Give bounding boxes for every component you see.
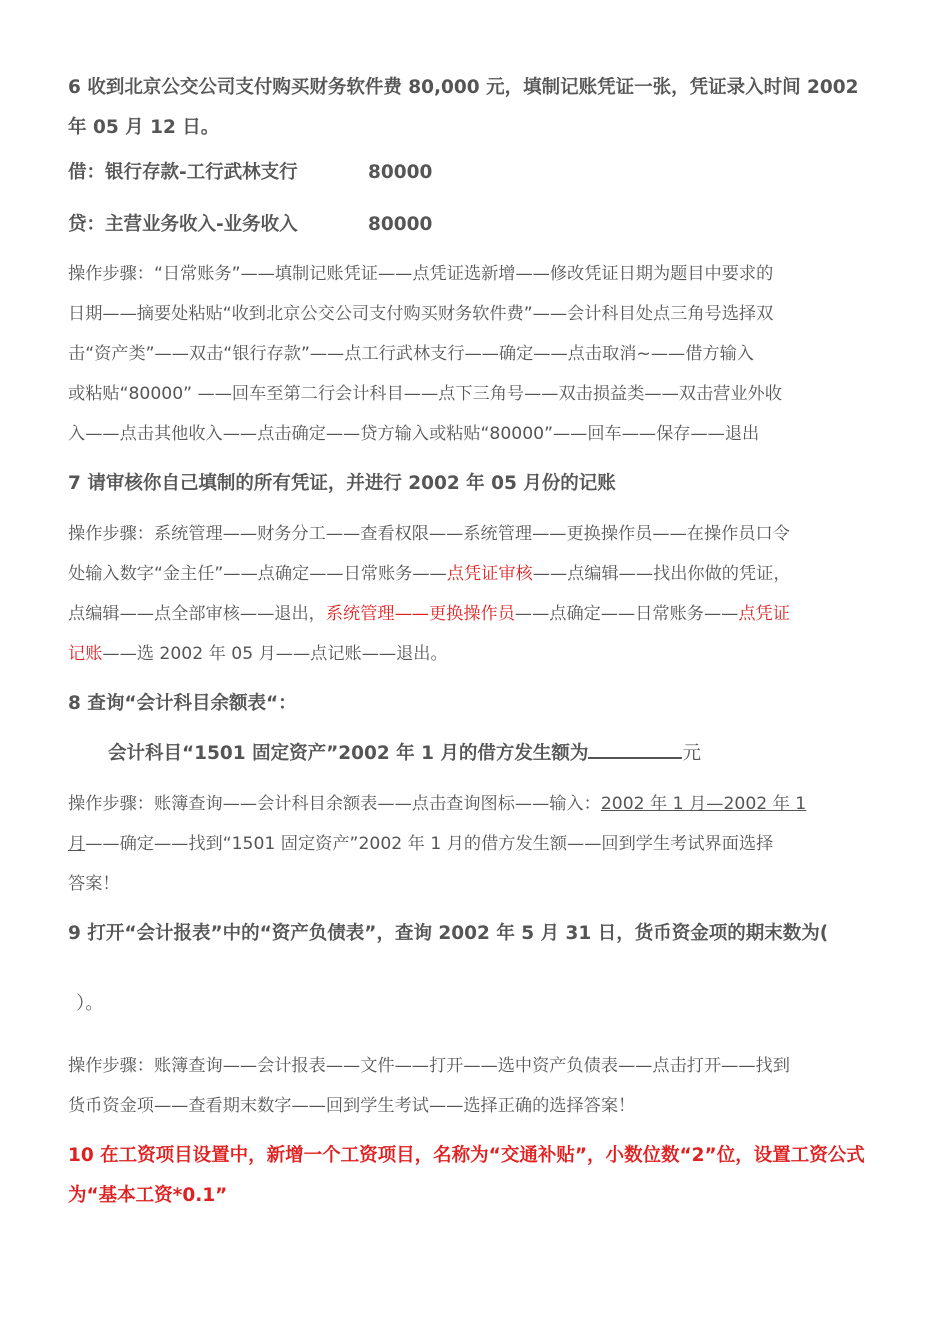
question-7-steps-line	[68, 554, 888, 594]
prompt-text: 会计科目“1501 固定资产”2002 年 1 月的借方发生额为	[108, 743, 589, 764]
highlight-voucher-posting: 点凭证	[738, 604, 790, 624]
question-8-prompt	[68, 734, 888, 774]
steps-text: 点编辑——点全部审核——退出，	[68, 604, 326, 624]
highlight-voucher-review: 点凭证审核	[446, 564, 533, 584]
title-end-text: ）。	[76, 993, 104, 1014]
question-9-title: 9 打开“会计报表”中的“资产负债表”，查询 2002 年 5 月 31 日，货币资金项的期末数为(	[68, 923, 829, 944]
question-6-steps-line: 击“资产类”——双击“银行存款”——点工行武林支行——确定——点击取消~——借方输入	[68, 344, 754, 364]
credit-account: 贷：主营业务收入-业务收入	[68, 214, 298, 235]
question-8-steps-line	[68, 784, 888, 824]
steps-text: 操作步骤：账簿查询——会计科目余额表——点击查询图标——输入：	[68, 794, 601, 814]
question-8-steps-line	[68, 824, 888, 864]
question-8-title: 8 查询“会计科目余额表“：	[68, 693, 297, 714]
question-6-steps-line: 日期——摘要处粘贴“收到北京公交公司支付购买财务软件费”——会计科目处点三角号选择双	[68, 304, 774, 324]
question-6-title-line-2: 年 05 月 12 日。	[68, 117, 220, 138]
question-7-steps-line: 操作步骤：系统管理——财务分工——查看权限——系统管理——更换操作员——在操作员口令	[68, 524, 790, 544]
question-9-steps-line: 货币资金项——查看期末数字——回到学生考试——选择正确的选择答案！	[68, 1096, 636, 1116]
highlight-change-operator: 系统管理——更换操作员	[325, 604, 515, 624]
credit-amount: 80000	[368, 214, 433, 235]
steps-text: ——选 2002 年 05 月——点记账——退出。	[102, 644, 448, 664]
question-7-steps-line	[68, 594, 888, 634]
highlight-posting: 记账	[68, 644, 103, 664]
question-7	[68, 464, 888, 674]
question-6	[68, 68, 888, 454]
steps-text: ——确定——找到“1501 固定资产”2002 年 1 月的借方发生额——回到学生考试界面选择	[85, 834, 774, 854]
question-8-steps-line: 答案！	[68, 874, 120, 894]
question-6-steps-line: 操作步骤：“日常账务”——填制记账凭证——点凭证选新增——修改凭证日期为题目中要求的	[68, 264, 774, 284]
debit-entry	[68, 160, 888, 186]
prompt-unit: 元	[682, 743, 701, 764]
date-range-text: 月	[68, 834, 86, 854]
steps-text: ——点确定——日常账务——	[514, 604, 739, 624]
question-7-title: 7 请审核你自己填制的所有凭证，并进行 2002 年 05 月份的记账	[68, 473, 616, 494]
debit-amount: 80000	[368, 162, 433, 183]
date-range-text: 2002 年 1 月—2002 年 1	[600, 794, 807, 814]
question-6-title-line-1: 6 收到北京公交公司支付购买财务软件费 80,000 元，填制记账凭证一张，凭证录入时间 2002	[68, 77, 859, 98]
document-page	[68, 68, 888, 1216]
question-6-steps-line: 或粘贴“80000” ——回车至第二行会计科目——点下三角号——双击损益类——双击营业外收	[68, 384, 782, 404]
steps-text: ——点编辑——找出你做的凭证，	[532, 564, 791, 584]
question-10-line-2: 为“基本工资*0.1”	[68, 1185, 228, 1206]
question-10	[68, 1136, 888, 1216]
question-9-title-end	[68, 984, 888, 1024]
steps-text: 处输入数字“金主任”——点确定——日常账务——	[68, 564, 447, 584]
question-7-steps-line	[68, 634, 888, 674]
question-10-line-1: 10 在工资项目设置中，新增一个工资项目，名称为“交通补贴”，小数位数“2”位，设置工资公式	[68, 1145, 865, 1166]
question-6-steps-line: 入——点击其他收入——点击确定——贷方输入或粘贴“80000”——回车——保存——退出	[68, 424, 760, 444]
credit-entry	[68, 212, 888, 238]
debit-account: 借：银行存款-工行武林支行	[68, 162, 298, 183]
question-9	[68, 914, 888, 1126]
question-9-steps-line: 操作步骤：账簿查询——会计报表——文件——打开——选中资产负债表——点击打开——找到	[68, 1056, 790, 1076]
question-8	[68, 684, 888, 904]
answer-blank[interactable]	[588, 739, 682, 759]
